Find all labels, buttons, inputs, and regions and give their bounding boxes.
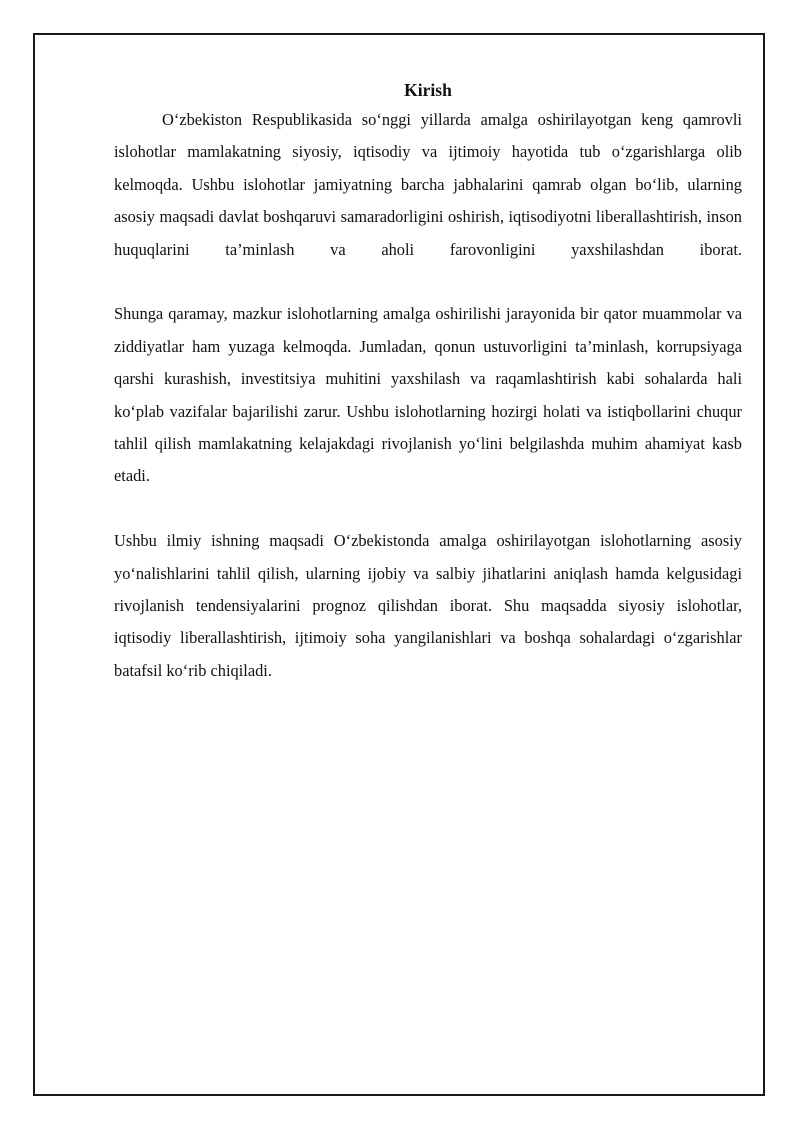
paragraph-spacer [114,266,742,298]
paragraph-challenges: Shunga qaramay, mazkur islohotlarning amalga oshirilishi jarayonida bir qator muammolar va ziddiyatlar ham yuzaga kelmoqda. Jumladan, qonun ustuvorligini ta’minlash, korrupsiyaga qarshi kurashish, investitsiya muhitini yaxshilash va raqamlashtirish kabi sohalarda hali ko‘plab vazifalar bajarilishi zarur. Ushbu islohotlarning hozirgi holati va istiqbollarini chuqur tahlil qilish mamlakatning kelajakdagi rivojlanish yo‘lini belgilashda muhim ahamiyat kasb etadi. [114,304,742,486]
document-title: Kirish [404,80,452,100]
paragraph-aim: Ushbu ilmiy ishning maqsadi O‘zbekistonda amalga oshirilayotgan islohotlarning asosiy yo‘nalishlarini tahlil qilish, ularning ijobiy va salbiy jihatlarini aniqlash hamda kelgusidagi rivojlanish tendensiyalarini prognoz qilishdan iborat. Shu maqsadda siyosiy islohotlar, iqtisodiy liberallashtirish, ijtimoiy soha yangilanishlari va boshqa sohalardagi o‘zgarishlar batafsil ko‘rib chiqiladi. [114,531,742,680]
paragraph-spacer [114,493,742,525]
document-body [114,76,742,687]
paragraph-intro: O‘zbekiston Respublikasida so‘nggi yillarda amalga oshirilayotgan keng qamrovli islohotlar mamlakatning siyosiy, iqtisodiy va ijtimoiy hayotida tub o‘zgarishlarga olib kelmoqda. Ushbu islohotlar jamiyatning barcha jabhalarini qamrab olgan bo‘lib, ularning asosiy maqsadi davlat boshqaruvi samaradorligini oshirish, iqtisodiyotni liberallashtirish, inson huquqlarini ta’minlash va aholi farovonligini yaxshilashdan iborat. [114,110,742,259]
